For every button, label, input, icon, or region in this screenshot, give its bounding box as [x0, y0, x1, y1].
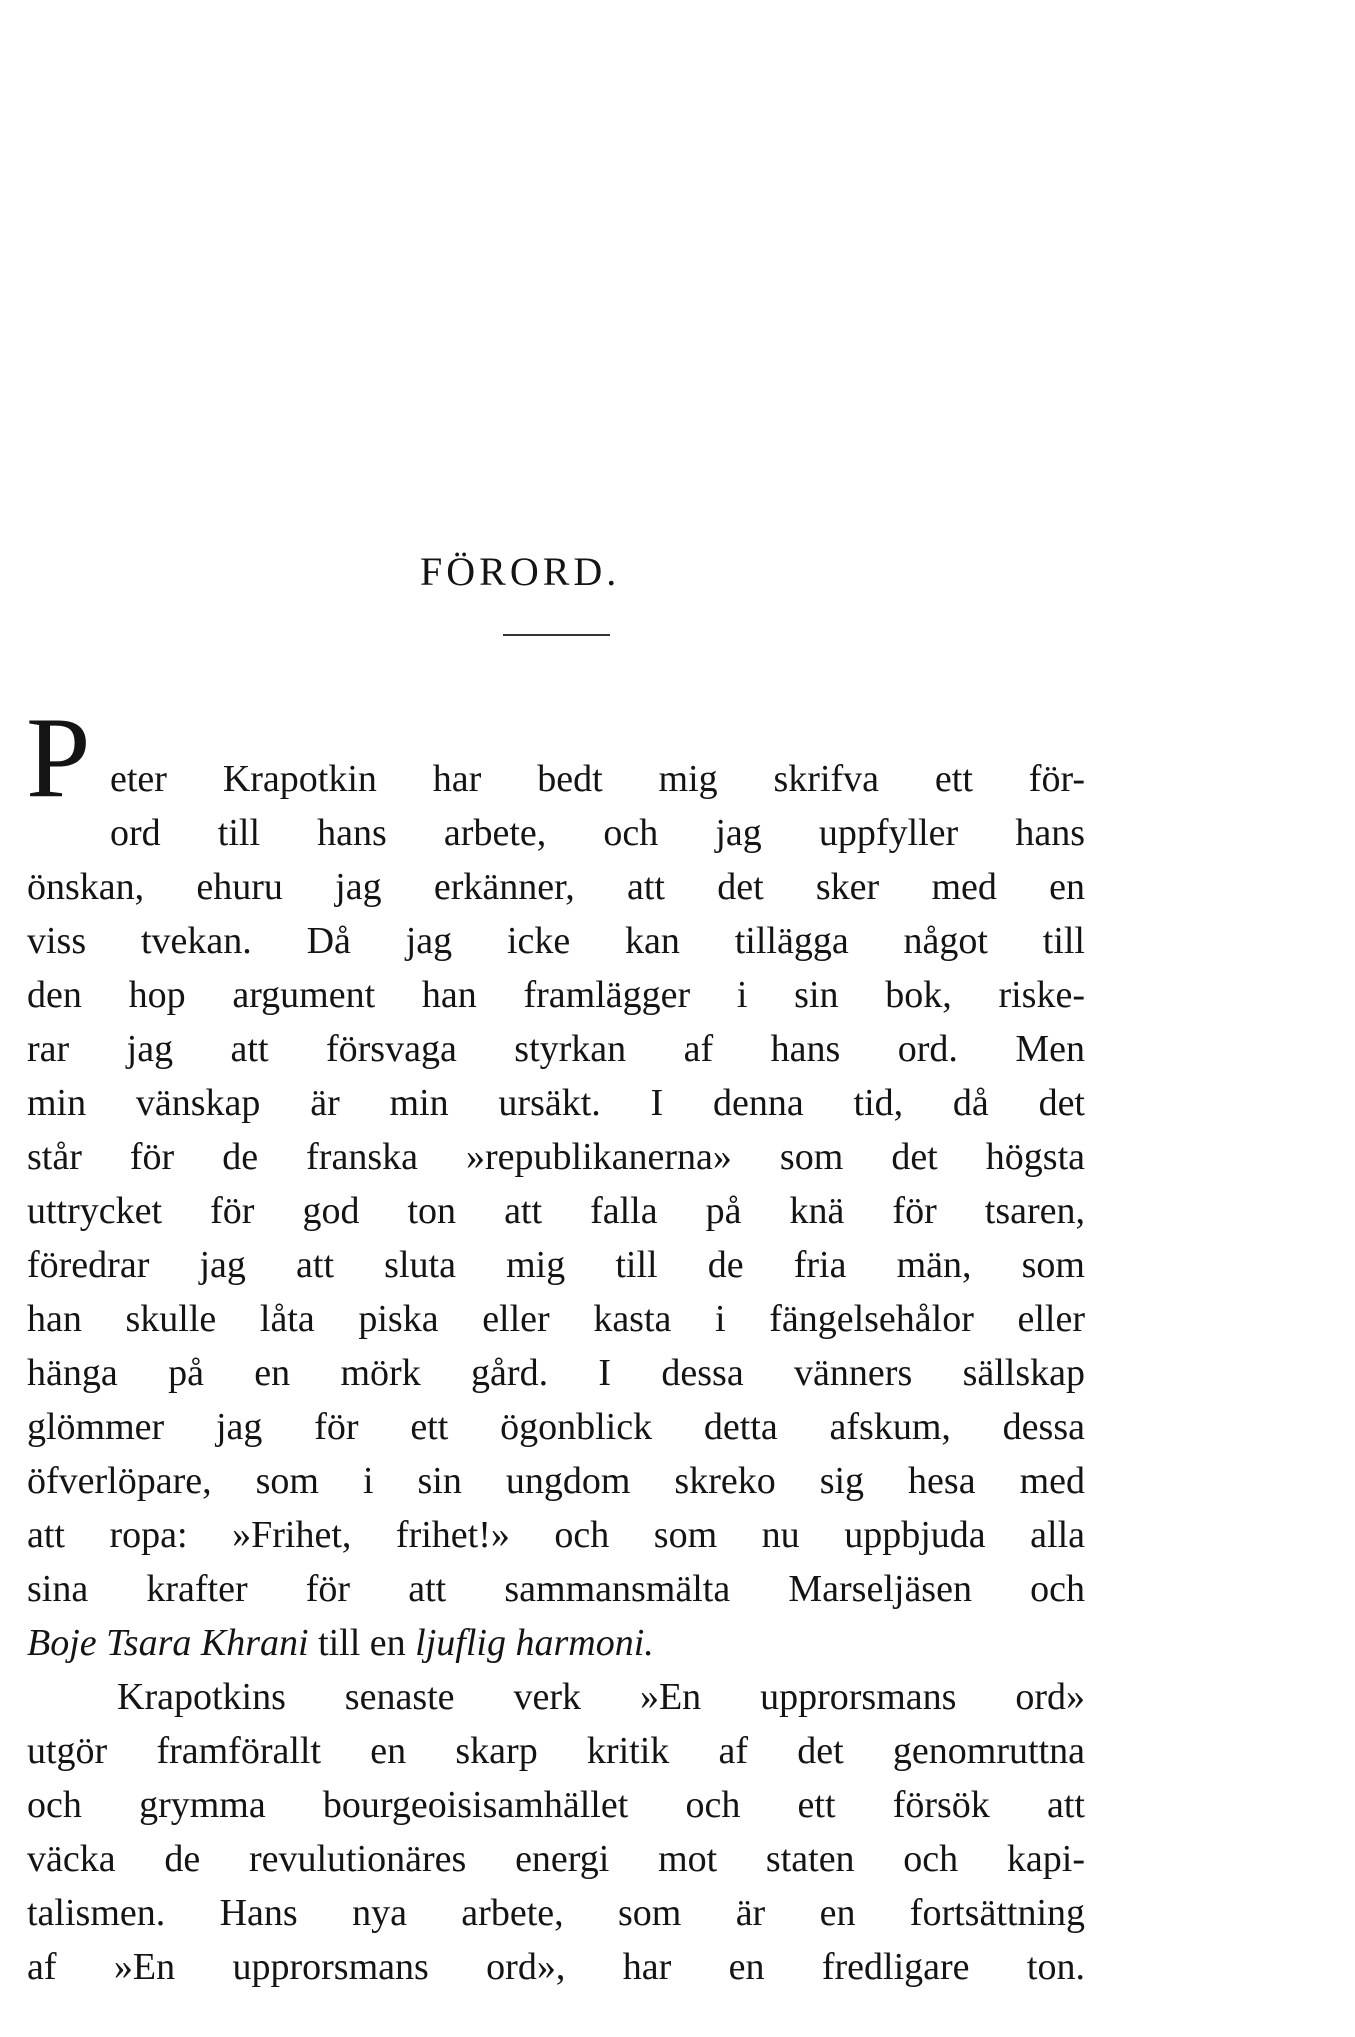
text-line: han skulle låta piska eller kasta i fängelsehålor eller	[27, 1298, 1085, 1340]
text-line: står för de franska »republikanerna» som det högsta	[27, 1136, 1085, 1178]
text-line-italic-ending	[27, 1616, 1085, 1670]
text-line: uttrycket för god ton att falla på knä för tsaren,	[27, 1190, 1085, 1232]
italic-title: Boje Tsara Khrani	[27, 1622, 309, 1664]
text-line: ord till hans arbete, och jag uppfyller hans	[110, 812, 1085, 854]
text-line: och grymma bourgeoisisamhället och ett försök att	[27, 1784, 1085, 1826]
text-line: rar jag att försvaga styrkan af hans ord. Men	[27, 1028, 1085, 1070]
drop-cap: P	[26, 694, 91, 822]
text-line: Krapotkins senaste verk »En upprorsmans ord»	[117, 1676, 1085, 1718]
text-line: eter Krapotkin har bedt mig skrifva ett för-	[110, 758, 1085, 800]
text-line: min vänskap är min ursäkt. I denna tid, då det	[27, 1082, 1085, 1124]
text-line: glömmer jag för ett ögonblick detta afskum, dessa	[27, 1406, 1085, 1448]
text-line: föredrar jag att sluta mig till de fria män, som	[27, 1244, 1085, 1286]
text-line: den hop argument han framlägger i sin bok, riske-	[27, 974, 1085, 1016]
italic-phrase: ljuflig harmoni.	[415, 1622, 654, 1664]
text-line: hänga på en mörk gård. I dessa vänners sällskap	[27, 1352, 1085, 1394]
text-line: talismen. Hans nya arbete, som är en fortsättning	[27, 1892, 1085, 1934]
text-line: utgör framförallt en skarp kritik af det genomruttna	[27, 1730, 1085, 1772]
text-line: önskan, ehuru jag erkänner, att det sker med en	[27, 866, 1085, 908]
title-divider	[503, 634, 610, 636]
inline-text: till en	[308, 1622, 416, 1664]
text-line: väcka de revulutionäres energi mot staten och kapi-	[27, 1838, 1085, 1880]
text-line: sina krafter för att sammansmälta Marseljäsen och	[27, 1568, 1085, 1610]
text-line: af »En upprorsmans ord», har en fredligare ton.	[27, 1946, 1085, 1988]
chapter-title: FÖRORD.	[420, 549, 621, 594]
text-line: öfverlöpare, som i sin ungdom skreko sig hesa med	[27, 1460, 1085, 1502]
text-line: viss tvekan. Då jag icke kan tillägga något till	[27, 920, 1085, 962]
text-line: att ropa: »Frihet, frihet!» och som nu uppbjuda alla	[27, 1514, 1085, 1556]
